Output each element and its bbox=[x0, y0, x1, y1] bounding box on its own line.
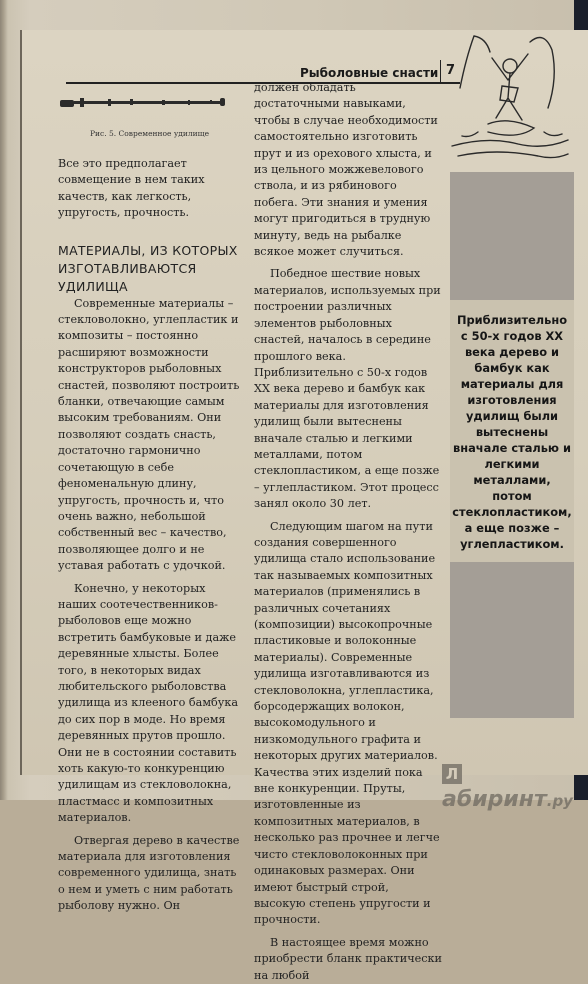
paragraph: Современные материалы – стекловолокно, углепластик и композиты – постоянно расширяют возможности конструкторов рыболовных снастей, позволяют построить бланки, отвечающие самым высоким требованиям. Они позволяют создать снасть, достаточно гармонично сочетающую в себе феноменальную длину, упругость, прочность и, что очень важно, небольшой собственный вес – качество, позволяющее долго и не уставая работать с удочкой. bbox=[58, 296, 240, 573]
middle-column bbox=[254, 80, 442, 984]
spacer bbox=[58, 222, 243, 242]
fishing-rod-figure bbox=[60, 92, 240, 114]
watermark-text: абиринт bbox=[442, 787, 547, 812]
paragraph: Конечно, у некоторых наших соотечественников-рыболовов еще можно встретить бамбуковые и даже деревянные хлысты. Более того, в некоторых видах любительского рыболовства удилища из клееного бамбука до сих пор в моде. Но время деревянных прутов прошло. Они не в состоянии составить хоть какую-то конкуренцию удилищам из стекловолокна, пластмасс и композитных материалов. bbox=[58, 581, 239, 825]
paragraph: должен обладать достаточными навыками, чтобы в случае необходимости самостоятельно изготовить прут и из орехового хлыста, и из цельного можжевелового ствола, и из рябинового побега. Эти знания и умения могут пригодиться в трудную минуту, ведь на рыбалке всякое может случиться. bbox=[254, 81, 438, 259]
page-number: 7 bbox=[446, 63, 456, 78]
paragraph: В настоящее время можно приобрести бланк практически на любой bbox=[254, 935, 442, 982]
figure-caption: Рис. 5. Современное удилище bbox=[90, 129, 210, 138]
watermark-domain: .ру bbox=[546, 792, 573, 810]
sidebar-quote: Приблизительно с 50-х годов XX века дерево и бамбук как материалы для изготовления удилищ были вытеснены вначале сталью и легкими металлами, потом стеклопластиком, а еще позже – углепластиком. bbox=[450, 300, 574, 562]
watermark bbox=[442, 762, 588, 812]
running-title: Рыболовные снасти bbox=[300, 66, 439, 80]
paragraph: Отвергая дерево в качестве материала для изготовления современного удилища, знать о нем и уметь с ним работать рыболову нужно. Он bbox=[58, 833, 240, 913]
paragraph: Следующим шагом на пути создания совершенного удилища стало использование так называемых композитных материалов (применялись в различных сочетаниях (композиции) высокопрочные пластиковые и волоконные материалы). Современные удилища изготавливаются из стекловолокна, углепластика, борсодержащих волокон, высокомодульного и низкомодульного графита и некоторых других материалов. Качества этих изделий пока вне конкуренции. Пруты, изготовленные из композитных материалов, в несколько раз прочнее и легче чисто стекловолоконных при одинаковых размерах. Они имеют быстрый строй, высокую степень упругости и прочности. bbox=[254, 519, 440, 927]
left-column bbox=[58, 156, 243, 915]
fisherman-illustration bbox=[448, 28, 572, 168]
section-heading: МАТЕРИАЛЫ, ИЗ КОТОРЫХ ИЗГОТАВЛИВАЮТСЯ УДИЛИЩА bbox=[58, 242, 238, 294]
intro-paragraph: Все это предполагает совмещение в нем таких качеств, как легкость, упругость, прочность. bbox=[58, 157, 205, 220]
labirint-logo-icon: Л bbox=[442, 764, 462, 784]
paragraph: Победное шествие новых материалов, используемых при построении различных элементов рыболовных снастей, началось в середине прошлого века. Приблизительно с 50-х годов XX века дерево и бамбук как материалы для изготовления удилищ были вытеснены вначале сталью и легкими металлами, потом стеклопластиком, а еще позже – углепластиком. Этот процесс занял около 30 лет. bbox=[254, 267, 441, 511]
